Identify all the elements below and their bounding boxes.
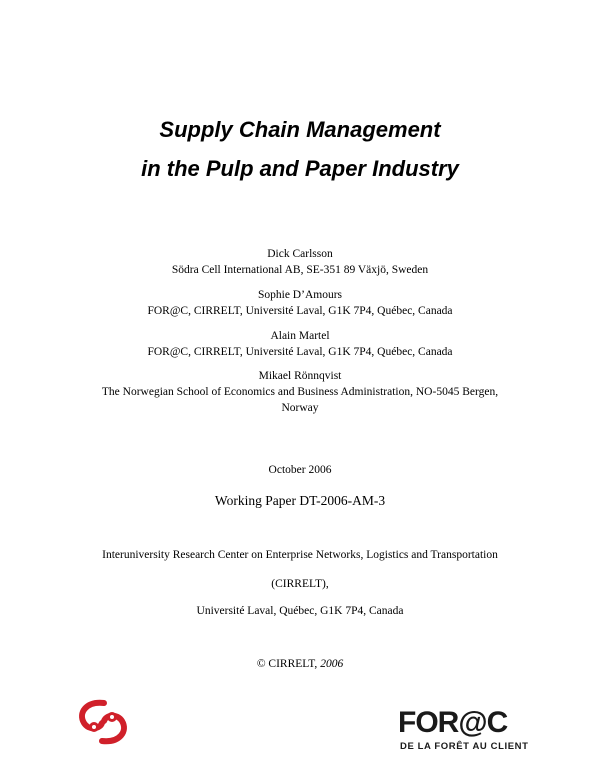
author-name: Sophie D’Amours xyxy=(257,289,342,301)
institution-acronym: (CIRRELT), xyxy=(271,578,329,590)
publication-date: October 2006 xyxy=(268,464,332,476)
title-line-2: in the Pulp and Paper Industry xyxy=(141,156,459,181)
title-line-1: Supply Chain Management xyxy=(159,117,441,142)
author-affiliation: FOR@C, CIRRELT, Université Laval, G1K 7P4, Québec, Canada xyxy=(147,305,453,317)
author-block xyxy=(0,246,600,278)
author-name: Mikael Rönnqvist xyxy=(258,370,342,382)
forac-tagline: DE LA FORÊT AU CLIENT xyxy=(400,741,529,752)
copyright-notice xyxy=(0,656,600,672)
copyright-year: 2006 xyxy=(320,658,344,670)
cirrelt-logo xyxy=(74,697,132,747)
copyright-holder: © CIRRELT, xyxy=(256,658,318,670)
author-affiliation: Södra Cell International AB, SE-351 89 Växjö, Sweden xyxy=(171,264,429,276)
working-paper-number: Working Paper DT-2006-AM-3 xyxy=(214,493,386,508)
institution-name: Interuniversity Research Center on Enterprise Networks, Logistics and Transportation xyxy=(102,549,498,561)
forac-logo xyxy=(396,703,542,753)
author-name: Dick Carlsson xyxy=(267,248,333,260)
author-affiliation: The Norwegian School of Economics and Business Administration, NO-5045 Bergen, xyxy=(101,386,499,398)
author-affiliation-continued: Norway xyxy=(281,402,319,414)
author-block xyxy=(0,368,600,416)
author-block xyxy=(0,328,600,360)
author-name: Alain Martel xyxy=(270,330,330,342)
author-block xyxy=(0,287,600,319)
author-affiliation: FOR@C, CIRRELT, Université Laval, G1K 7P4, Québec, Canada xyxy=(147,346,453,358)
institution-address: Université Laval, Québec, G1K 7P4, Canada xyxy=(196,605,404,617)
forac-wordmark: FOR@C xyxy=(398,706,508,739)
